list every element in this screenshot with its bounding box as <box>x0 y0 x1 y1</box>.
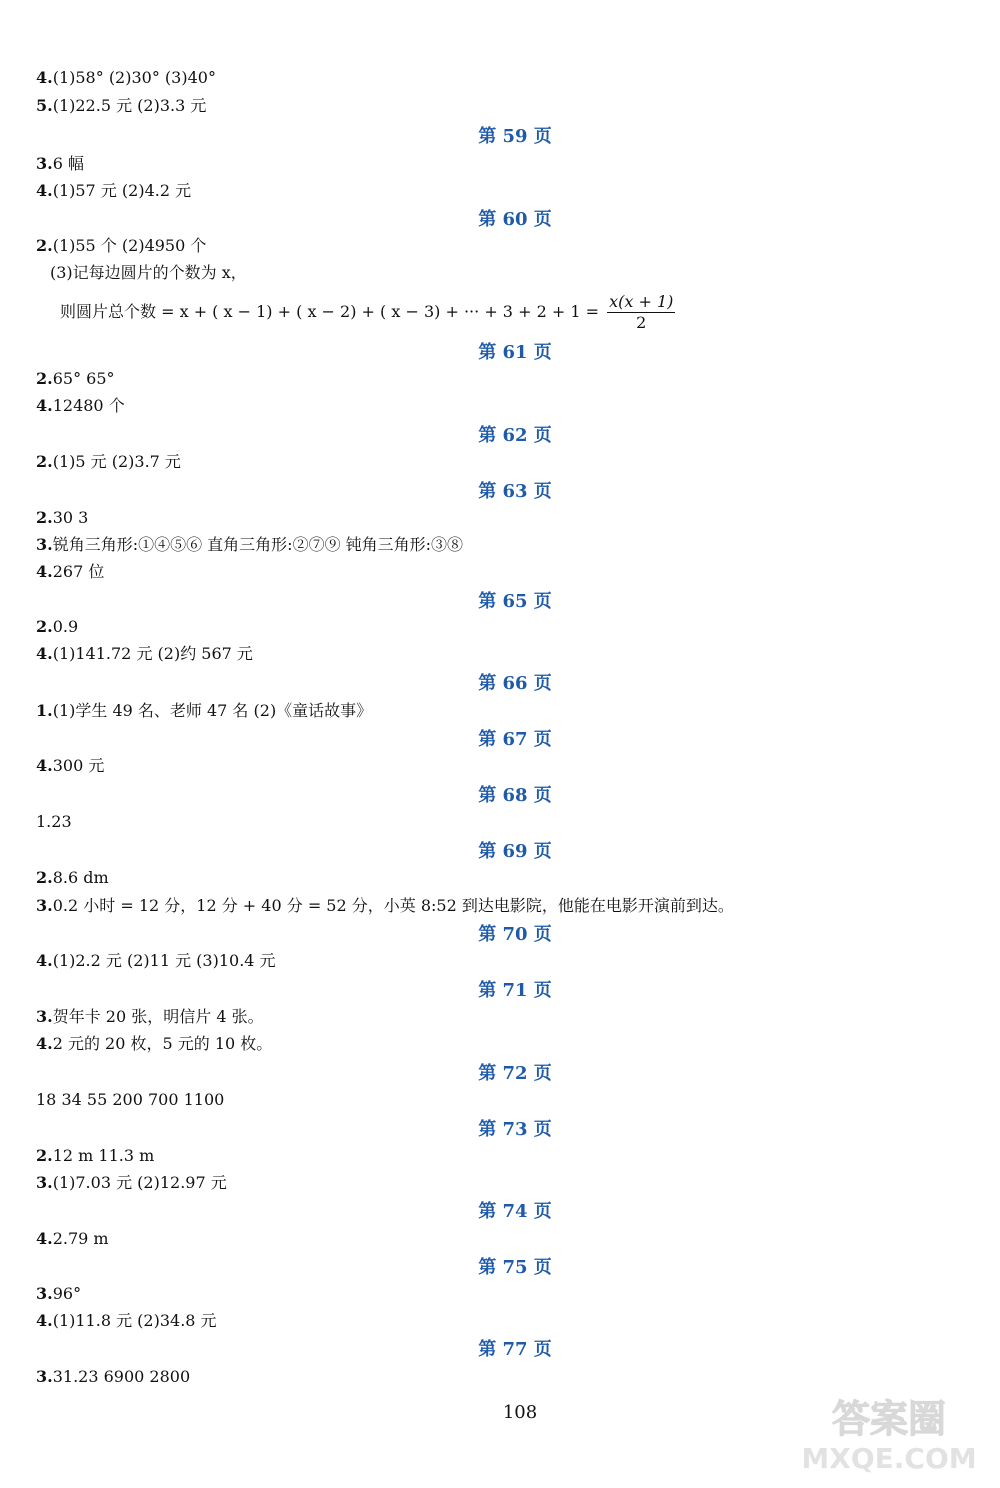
answer-line: 3.贺年卡 20 张，明信片 4 张。 <box>36 1007 264 1026</box>
answer-line: 4.12480 个 <box>36 396 125 415</box>
page-number: 108 <box>502 1402 538 1423</box>
section-heading: 第 73 页 <box>478 1119 552 1140</box>
answer-line: 5.(1)22.5 元 (2)3.3 元 <box>36 96 207 115</box>
section-heading: 第 60 页 <box>478 209 552 230</box>
answer-line: 4.2 元的 20 枚，5 元的 10 枚。 <box>36 1034 273 1053</box>
section-heading: 第 70 页 <box>478 924 552 945</box>
answer-line: 2.65° 65° <box>36 369 115 388</box>
answer-line: 3.96° <box>36 1284 82 1303</box>
section-heading: 第 67 页 <box>478 729 552 750</box>
answer-line: 1.(1)学生 49 名、老师 47 名 (2)《童话故事》 <box>36 701 373 720</box>
answer-line: 2.(1)5 元 (2)3.7 元 <box>36 452 181 471</box>
answer-line: (3)记每边圆片的个数为 x， <box>50 263 247 282</box>
section-heading: 第 75 页 <box>478 1257 552 1278</box>
answer-line: 2.30 3 <box>36 508 89 527</box>
section-heading: 第 71 页 <box>478 980 552 1001</box>
section-heading: 第 72 页 <box>478 1063 552 1084</box>
answer-line: 4.2.79 m <box>36 1229 109 1248</box>
section-heading: 第 65 页 <box>478 591 552 612</box>
section-heading: 第 77 页 <box>478 1339 552 1360</box>
formula-line: 则圆片总个数 = x + ( x − 1) + ( x − 2) + ( x − 3) + ··· + 3 + 2 + 1 = $\frac{x(x + 1)}{2}$ <box>60 292 674 332</box>
section-heading: 第 68 页 <box>478 785 552 806</box>
section-heading: 第 69 页 <box>478 841 552 862</box>
section-heading: 第 61 页 <box>478 342 552 363</box>
answer-line: 4.(1)58° (2)30° (3)40° <box>36 68 216 87</box>
answer-line: 3.(1)7.03 元 (2)12.97 元 <box>36 1173 227 1192</box>
answer-line: 3.0.2 小时 = 12 分，12 分 + 40 分 = 52 分，小英 8:52 到达电影院，他能在电影开演前到达。 <box>36 896 734 915</box>
section-heading: 第 74 页 <box>478 1201 552 1222</box>
answer-line: 3.31.23 6900 2800 <box>36 1367 191 1386</box>
section-heading: 第 66 页 <box>478 673 552 694</box>
svg-text:MXQE.COM: MXQE.COM <box>801 1442 977 1475</box>
watermark-logo <box>794 1390 984 1478</box>
answer-line: 2.8.6 dm <box>36 868 109 887</box>
fraction <box>607 292 675 333</box>
fraction-numerator: x(x + 1) <box>609 292 674 311</box>
answer-line: 3.6 幅 <box>36 154 84 173</box>
answer-line: 4.(1)11.8 元 (2)34.8 元 <box>36 1311 217 1330</box>
svg-text:答案圈: 答案圈 <box>831 1397 947 1441</box>
section-heading: 第 62 页 <box>478 425 552 446</box>
fraction-denominator: 2 <box>636 313 647 332</box>
answer-line: 4.(1)57 元 (2)4.2 元 <box>36 181 192 200</box>
answer-line: 3.锐角三角形:①④⑤⑥ 直角三角形:②⑦⑨ 钝角三角形:③⑧ <box>36 535 464 554</box>
answer-line: 1.23 <box>36 812 72 831</box>
answer-line: 18 34 55 200 700 1100 <box>36 1090 225 1109</box>
answer-line: 4.300 元 <box>36 756 105 775</box>
answer-line: 2.(1)55 个 (2)4950 个 <box>36 236 207 255</box>
section-heading: 第 59 页 <box>478 126 552 147</box>
answer-line: 4.(1)141.72 元 (2)约 567 元 <box>36 644 253 663</box>
answer-line: 4.(1)2.2 元 (2)11 元 (3)10.4 元 <box>36 951 276 970</box>
answer-line: 2.12 m 11.3 m <box>36 1146 155 1165</box>
answer-line: 2.0.9 <box>36 617 79 636</box>
answer-line: 4.267 位 <box>36 562 105 581</box>
section-heading: 第 63 页 <box>478 481 552 502</box>
